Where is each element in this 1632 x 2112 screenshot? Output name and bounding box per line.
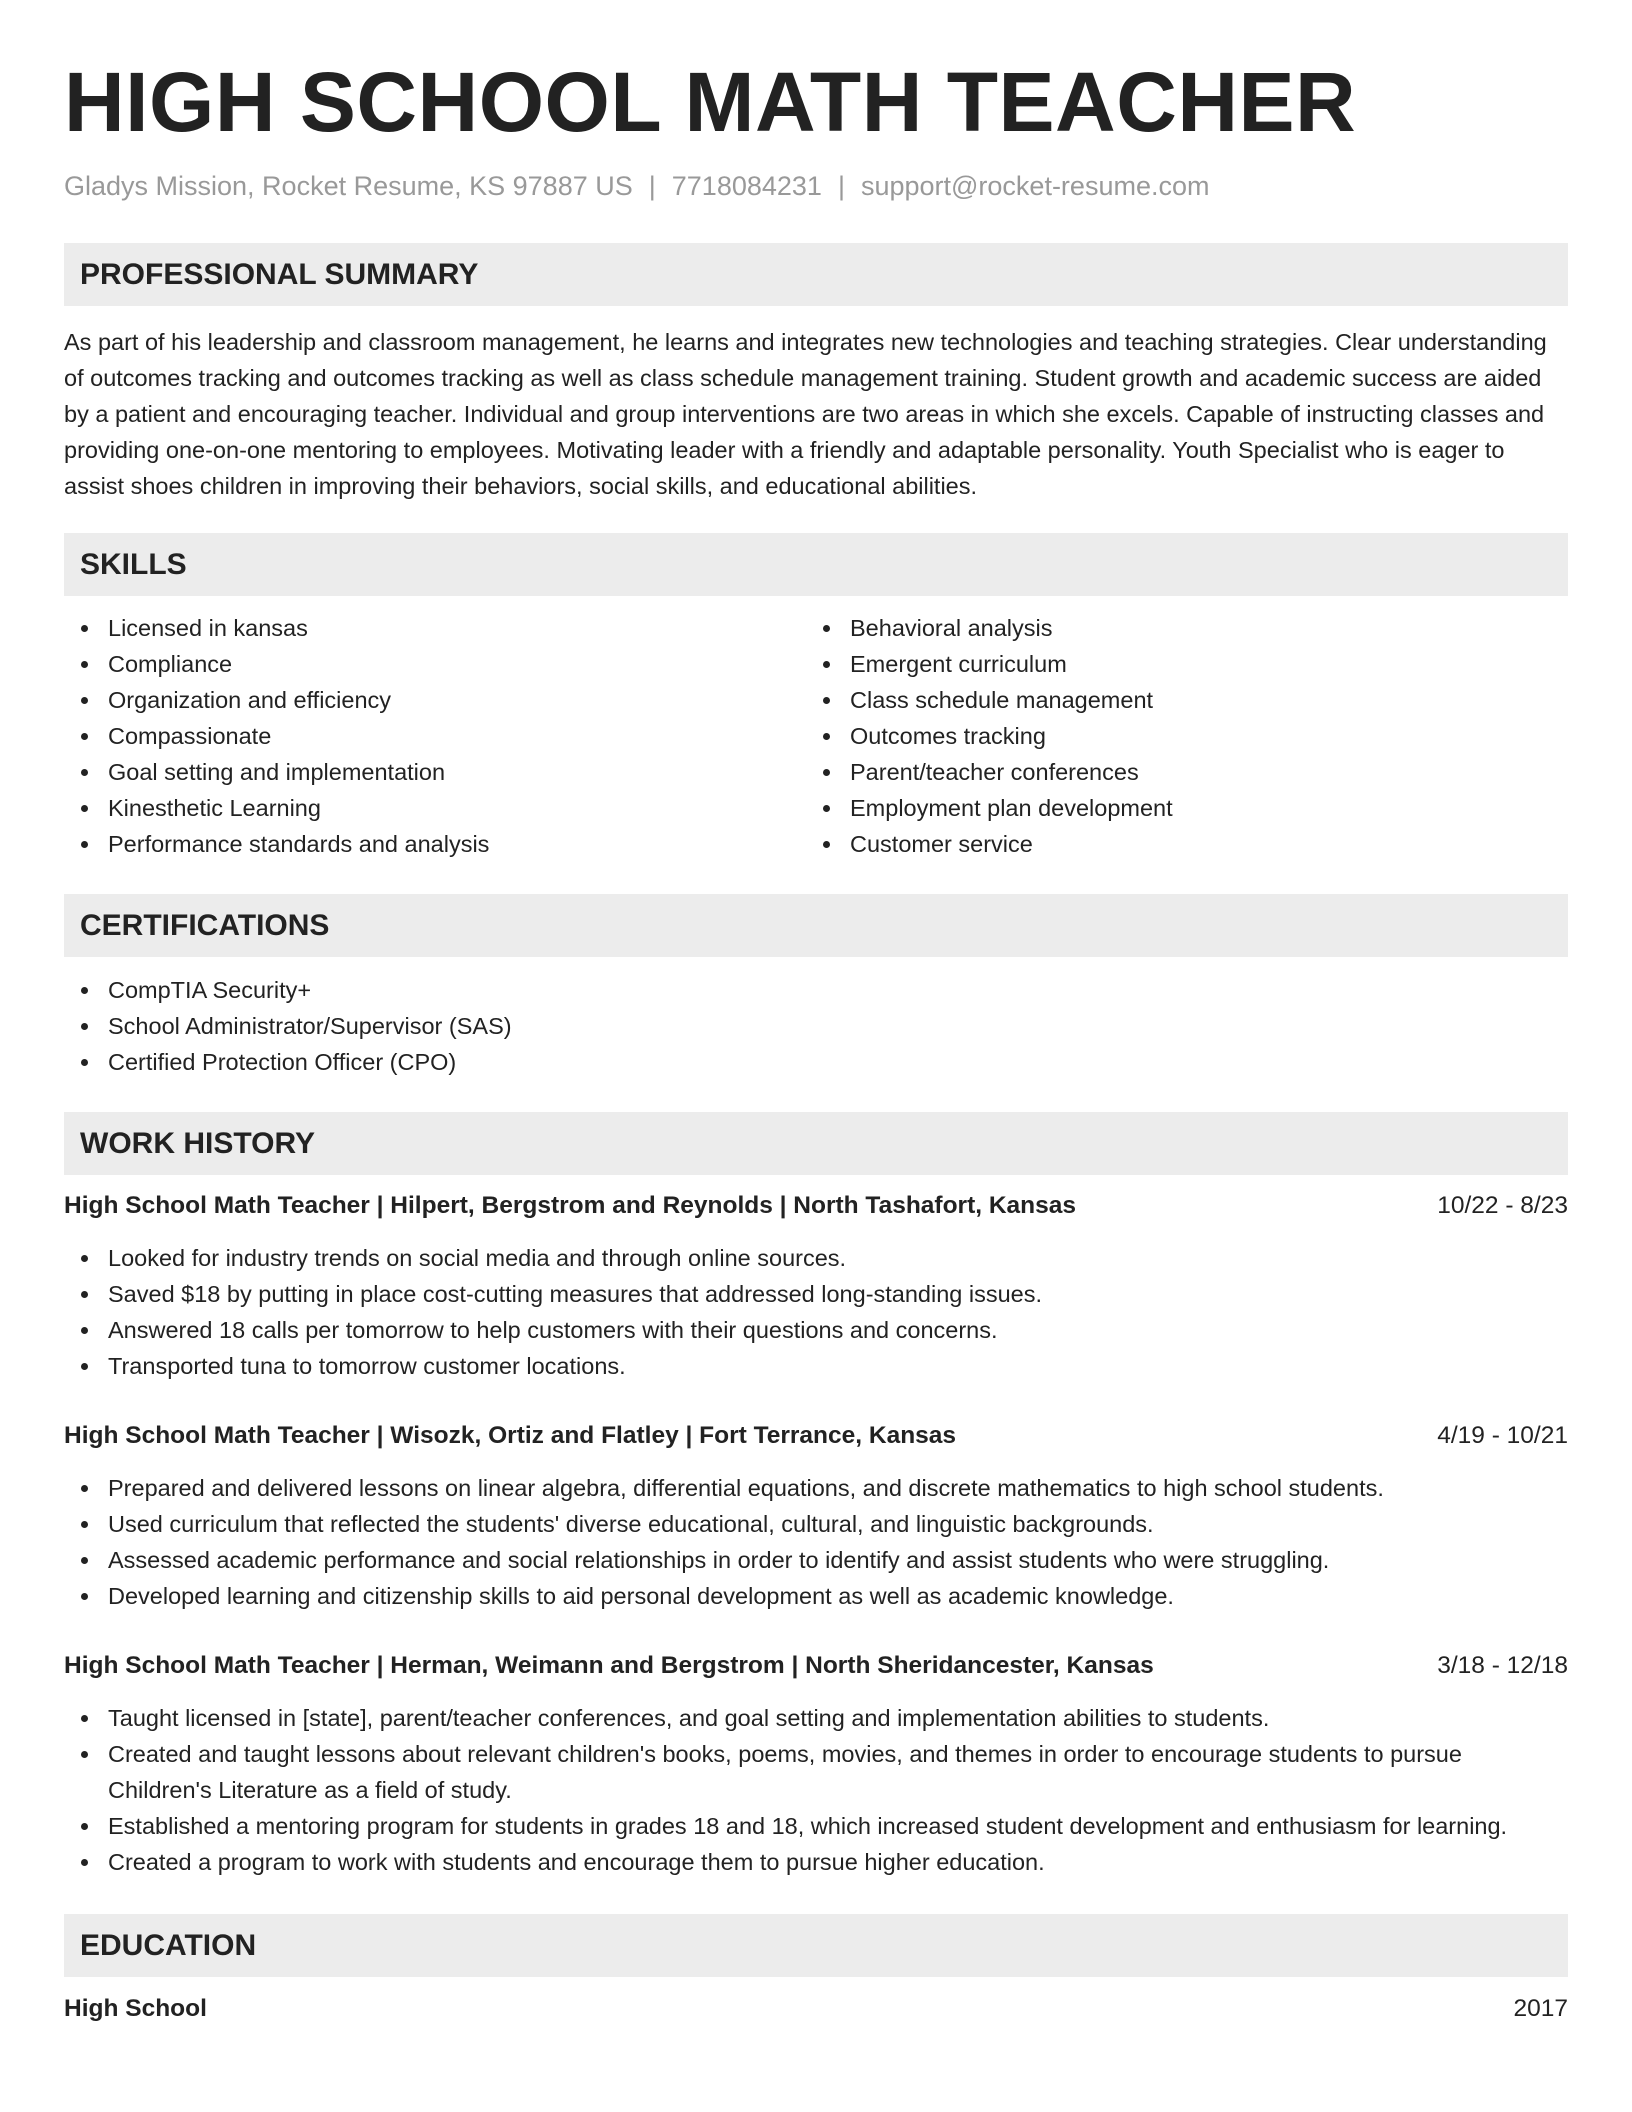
certification-item: School Administrator/Supervisor (SAS) bbox=[64, 1008, 1568, 1044]
skill-item: Class schedule management bbox=[806, 682, 1548, 718]
contact-address: Gladys Mission, Rocket Resume, KS 97887 US bbox=[64, 171, 633, 201]
skills-grid bbox=[64, 610, 1568, 862]
skill-item: Emergent curriculum bbox=[806, 646, 1548, 682]
skills-list-left bbox=[64, 610, 806, 862]
job-bullet: Assessed academic performance and social relationships in order to identify and assist students who were struggling. bbox=[64, 1542, 1568, 1578]
resume-title: HIGH SCHOOL MATH TEACHER bbox=[64, 55, 1357, 149]
job-bullet: Transported tuna to tomorrow customer locations. bbox=[64, 1348, 1568, 1384]
job-bullet: Created a program to work with students and encourage them to pursue higher education. bbox=[64, 1844, 1568, 1880]
job-dates: 4/19 - 10/21 bbox=[1437, 1422, 1568, 1449]
contact-phone: 7718084231 bbox=[671, 171, 822, 201]
skill-item: Goal setting and implementation bbox=[64, 754, 806, 790]
job-dates: 3/18 - 12/18 bbox=[1437, 1652, 1568, 1679]
education-degree: High School bbox=[64, 1995, 207, 2022]
education-entry bbox=[64, 1991, 1568, 2027]
job-bullet: Used curriculum that reflected the students' diverse educational, cultural, and linguistic backgrounds. bbox=[64, 1506, 1568, 1542]
job-entry bbox=[64, 1188, 1568, 1384]
skill-item: Licensed in kansas bbox=[64, 610, 806, 646]
education-heading: EDUCATION bbox=[64, 1914, 1568, 1977]
job-title: High School Math Teacher | Hilpert, Bergstrom and Reynolds | North Tashafort, Kansas bbox=[64, 1192, 1077, 1219]
job-bullets bbox=[64, 1470, 1568, 1614]
job-bullet: Looked for industry trends on social media and through online sources. bbox=[64, 1240, 1568, 1276]
contact-line bbox=[64, 168, 1568, 204]
work-history-heading: WORK HISTORY bbox=[64, 1112, 1568, 1175]
skill-item: Compliance bbox=[64, 646, 806, 682]
job-header bbox=[64, 1188, 1568, 1224]
job-title: High School Math Teacher | Wisozk, Ortiz and Flatley | Fort Terrance, Kansas bbox=[64, 1422, 957, 1449]
job-dates: 10/22 - 8/23 bbox=[1437, 1192, 1568, 1219]
summary-heading: PROFESSIONAL SUMMARY bbox=[64, 243, 1568, 306]
skill-item: Kinesthetic Learning bbox=[64, 790, 806, 826]
summary-text: As part of his leadership and classroom management, he learns and integrates new technologies and teaching strategies. Clear understanding of outcomes tracking and outcomes tracking as well as class schedule management training. Student growth and academic success are aided by a patient and encouraging teacher. Individual and group interventions are two areas in which she excels. Capable of instructing classes and providing one-on-one mentoring to employees. Motivating leader with a friendly and adaptable personality. Youth Specialist who is eager to assist shoes children in improving their behaviors, social skills, and educational abilities. bbox=[64, 329, 1547, 499]
job-entry bbox=[64, 1648, 1568, 1880]
certifications-heading: CERTIFICATIONS bbox=[64, 894, 1568, 957]
job-title: High School Math Teacher | Herman, Weimann and Bergstrom | North Sheridancester, Kansas bbox=[64, 1652, 1154, 1679]
job-bullet: Taught licensed in [state], parent/teacher conferences, and goal setting and implementation abilities to students. bbox=[64, 1700, 1568, 1736]
contact-email: support@rocket-resume.com bbox=[860, 171, 1210, 201]
job-header bbox=[64, 1418, 1568, 1454]
skill-item: Behavioral analysis bbox=[806, 610, 1548, 646]
education-year: 2017 bbox=[1513, 1995, 1568, 2022]
job-bullets bbox=[64, 1240, 1568, 1384]
job-bullets bbox=[64, 1700, 1568, 1880]
skill-item: Customer service bbox=[806, 826, 1548, 862]
skill-item: Performance standards and analysis bbox=[64, 826, 806, 862]
job-bullet: Developed learning and citizenship skills to aid personal development as well as academic knowledge. bbox=[64, 1578, 1568, 1614]
certification-item: Certified Protection Officer (CPO) bbox=[64, 1044, 1568, 1080]
skill-item: Organization and efficiency bbox=[64, 682, 806, 718]
skill-item: Employment plan development bbox=[806, 790, 1548, 826]
skills-list-right bbox=[806, 610, 1548, 862]
job-bullet: Saved $18 by putting in place cost-cutting measures that addressed long-standing issues. bbox=[64, 1276, 1568, 1312]
skill-item: Compassionate bbox=[64, 718, 806, 754]
certification-item: CompTIA Security+ bbox=[64, 972, 1568, 1008]
resume-page bbox=[64, 0, 1568, 2027]
contact-separator: | bbox=[648, 171, 656, 201]
job-entry bbox=[64, 1418, 1568, 1614]
contact-separator: | bbox=[837, 171, 845, 201]
job-bullet: Answered 18 calls per tomorrow to help customers with their questions and concerns. bbox=[64, 1312, 1568, 1348]
job-bullet: Created and taught lessons about relevant children's books, poems, movies, and themes in order to encourage students to pursue Children's Literature as a field of study. bbox=[64, 1736, 1568, 1808]
skill-item: Parent/teacher conferences bbox=[806, 754, 1548, 790]
skills-heading: SKILLS bbox=[64, 533, 1568, 596]
job-bullet: Prepared and delivered lessons on linear algebra, differential equations, and discrete mathematics to high school students. bbox=[64, 1470, 1568, 1506]
certifications-list bbox=[64, 972, 1568, 1080]
skill-item: Outcomes tracking bbox=[806, 718, 1548, 754]
job-header bbox=[64, 1648, 1568, 1684]
job-bullet: Established a mentoring program for students in grades 18 and 18, which increased student development and enthusiasm for learning. bbox=[64, 1808, 1568, 1844]
